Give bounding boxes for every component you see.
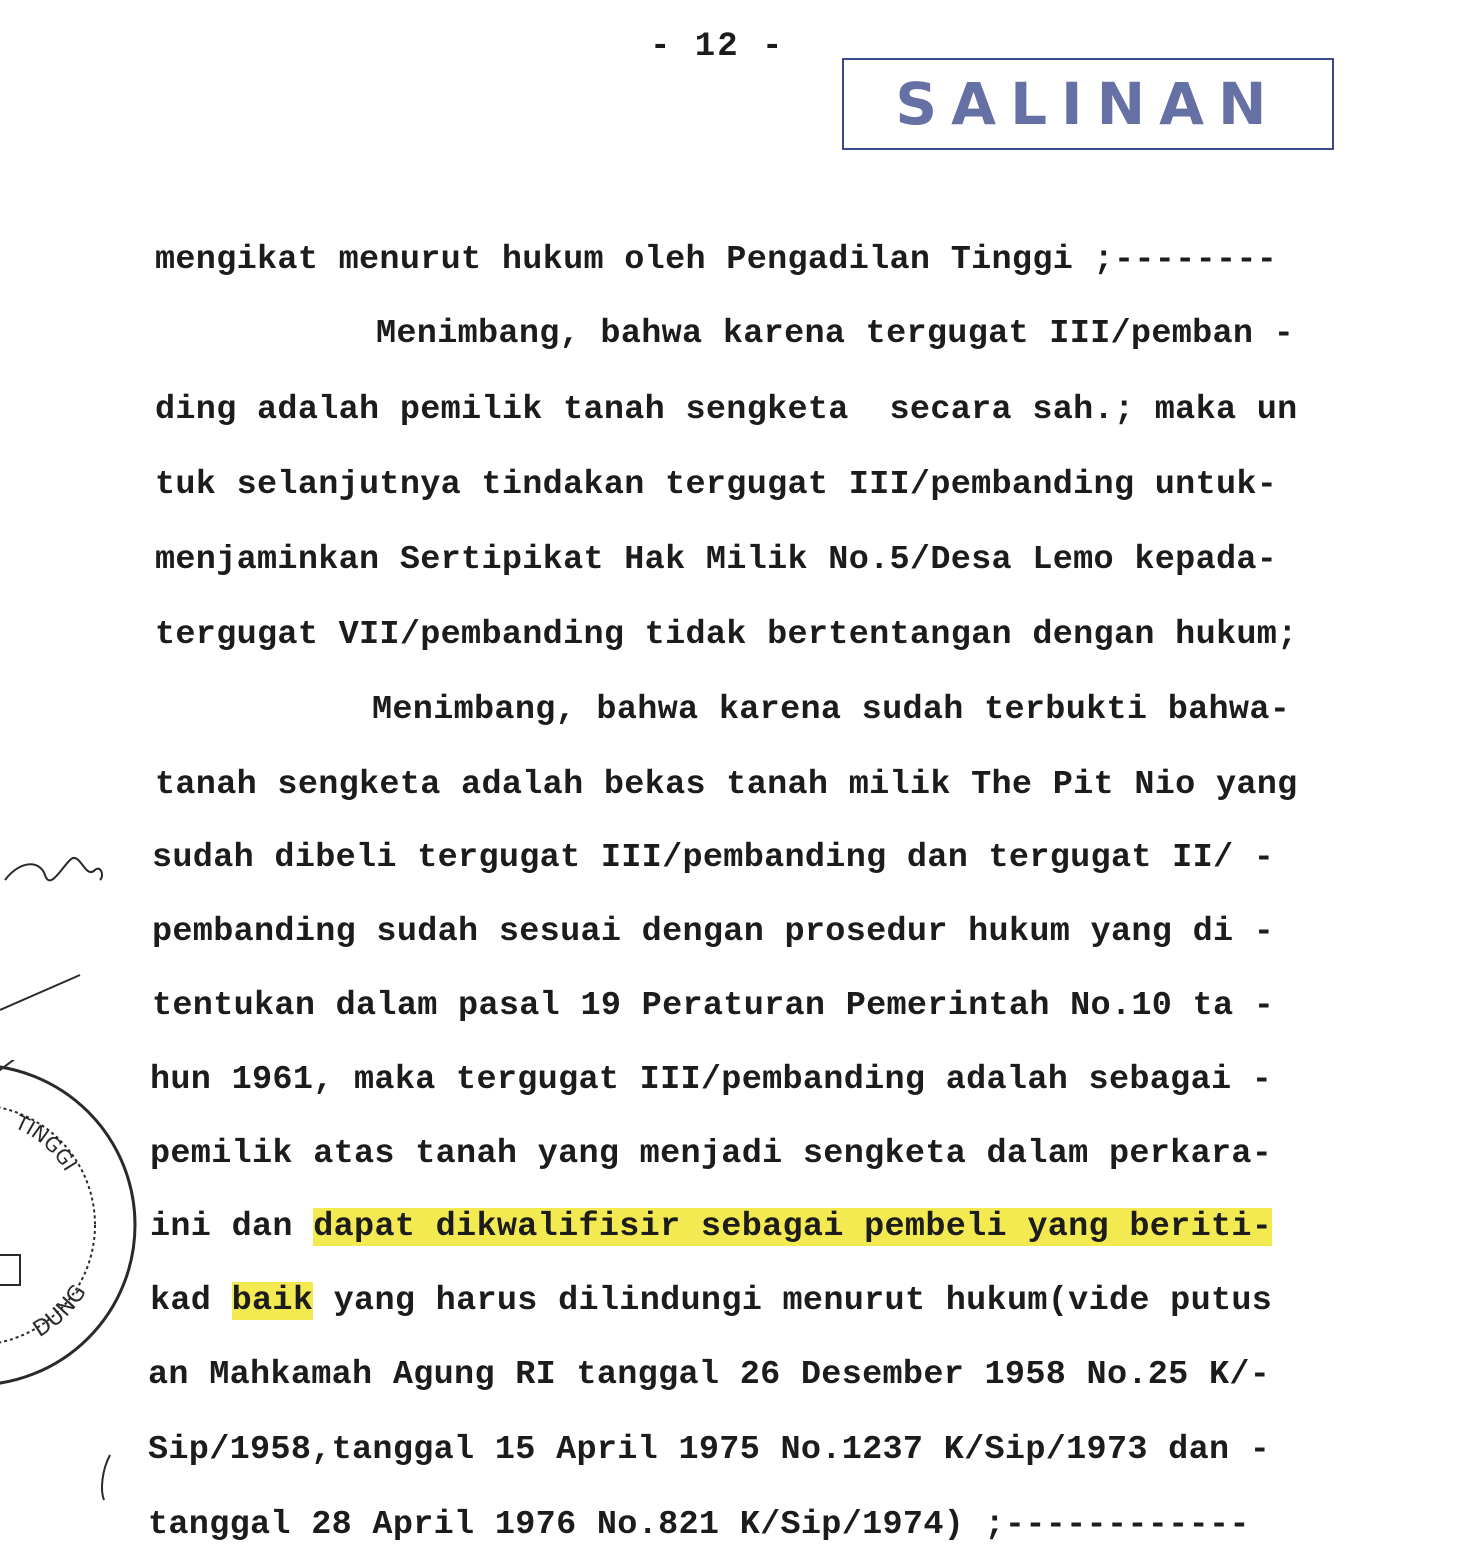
text-line-14-start: ini dan	[150, 1208, 314, 1246]
text-line-15-start: kad	[150, 1282, 232, 1320]
text-line-12: hun 1961, maka tergugat III/pembanding adalah sebagai -	[150, 1061, 1273, 1099]
margin-handwriting	[0, 0, 140, 1561]
text-line-5: menjaminkan Sertipikat Hak Milik No.5/Desa Lemo kepada-	[155, 541, 1278, 579]
seal-text-top: TINGGI	[11, 1109, 82, 1175]
salinan-stamp	[842, 58, 1334, 150]
text-line-17: Sip/1958,tanggal 15 April 1975 No.1237 K/Sip/1973 dan -	[148, 1431, 1271, 1469]
text-line-15	[150, 1281, 1272, 1321]
text-line-10: pembanding sudah sesuai dengan prosedur hukum yang di -	[152, 913, 1275, 951]
text-line-15-end: yang harus dilindungi menurut hukum(vide putus	[313, 1282, 1273, 1320]
highlighted-word: baik	[231, 1282, 314, 1320]
text-line-9: sudah dibeli tergugat III/pembanding dan tergugat II/ -	[152, 839, 1275, 877]
text-line-13: pemilik atas tanah yang menjadi sengketa dalam perkara-	[150, 1135, 1273, 1173]
text-line-2: Menimbang, bahwa karena tergugat III/pemban -	[376, 315, 1295, 353]
margin-bracket	[102, 1455, 110, 1500]
text-line-1: mengikat menurut hukum oleh Pengadilan Tinggi ;--------	[155, 241, 1278, 279]
text-line-6: tergugat VII/pembanding tidak bertentangan dengan hukum;	[155, 616, 1298, 654]
text-line-18: tanggal 28 April 1976 No.821 K/Sip/1974) ;------------	[148, 1506, 1250, 1544]
text-line-16: an Mahkamah Agung RI tanggal 26 Desember 1958 No.25 K/-	[148, 1356, 1271, 1394]
margin-signature-stroke	[5, 858, 102, 880]
page-number: - 12 -	[650, 28, 785, 66]
seal-text-bottom: DUNG	[28, 1280, 92, 1343]
text-line-11: tentukan dalam pasal 19 Peraturan Pemerintah No.10 ta -	[152, 987, 1275, 1025]
text-line-14	[150, 1207, 1272, 1247]
margin-line-1	[0, 975, 80, 1010]
text-line-8: tanah sengketa adalah bekas tanah milik The Pit Nio yang	[155, 766, 1298, 804]
highlighted-phrase: dapat dikwalifisir sebagai pembeli yang beriti-	[313, 1208, 1273, 1246]
text-line-4: tuk selanjutnya tindakan tergugat III/pembanding untuk-	[155, 466, 1278, 504]
text-line-7: Menimbang, bahwa karena sudah terbukti bahwa-	[372, 691, 1291, 729]
text-line-3: ding adalah pemilik tanah sengketa secara sah.; maka un	[155, 391, 1298, 429]
salinan-stamp-label: SALINAN	[895, 70, 1281, 138]
